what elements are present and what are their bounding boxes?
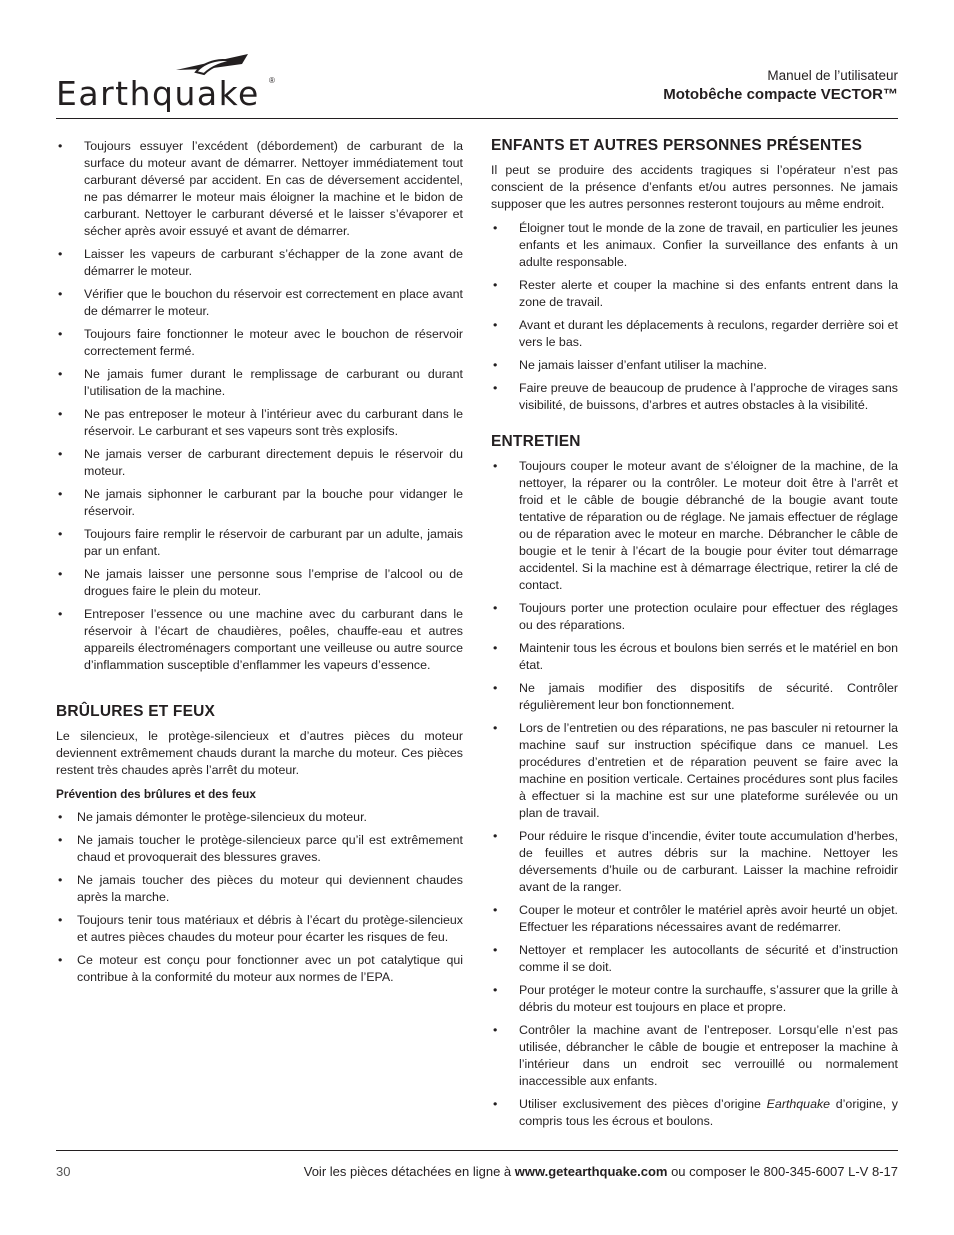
burns-intro: Le silencieux, le protège-silencieux et d’autres pièces du moteur deviennent extrêmement chauds durant la marche du moteur. Ces pièces restent très chaudes après l’arrêt du moteur. <box>56 729 463 777</box>
list-item: • Couper le moteur et contrôler le matériel après avoir heurté un objet. Effectuer les réparations nécessaires avant de redémarrer. <box>491 902 898 936</box>
list-item: • Toujours porter une protection oculaire pour effectuer des réglages ou des réparations. <box>491 600 898 634</box>
children-heading: ENFANTS ET AUTRES PERSONNES PRÉSENTES <box>491 137 863 154</box>
maintenance-list-final <box>491 1096 898 1130</box>
list-item: • Vérifier que le bouchon du réservoir est correctement en place avant de démarrer le moteur. <box>56 286 463 320</box>
maintenance-list <box>491 458 898 1090</box>
children-safety-list <box>491 220 898 414</box>
list-item: • Éloigner tout le monde de la zone de travail, en particulier les jeunes enfants et les animaux. Confier la surveillance des enfants à un adulte responsable. <box>491 220 898 271</box>
item-text: d’origine, y compris tous les écrous et boulons. <box>519 1097 898 1128</box>
footer-text-before: Voir les pièces détachées en ligne à <box>303 1164 515 1179</box>
logo-text: Earthquake <box>56 74 260 113</box>
burns-heading: BRÛLURES ET FEUX <box>56 703 216 720</box>
list-item: • Rester alerte et couper la machine si des enfants entrent dans la zone de travail. <box>491 277 898 311</box>
right-column <box>491 136 898 1136</box>
list-item: • Ne jamais siphonner le carburant par la bouche pour vidanger le réservoir. <box>56 486 463 520</box>
item-text: Utiliser exclusivement des pièces d’origine <box>519 1097 767 1111</box>
header-document-info <box>663 67 898 105</box>
list-item: • Laisser les vapeurs de carburant s’échapper de la zone avant de démarrer le moteur. <box>56 246 463 280</box>
manual-subtitle: Manuel de l’utilisateur <box>767 68 898 83</box>
maintenance-heading: ENTRETIEN <box>491 433 581 450</box>
brand-name: Earthquake <box>766 1097 831 1111</box>
list-item: • Contrôler la machine avant de l’entreposer. Lorsqu’elle n’est pas utilisée, débrancher le câble de bougie et entreposer la machine à l’intérieur dans un endroit sec verrouillé ou normalement inaccessible aux enfants. <box>491 1022 898 1090</box>
page-number: 30 <box>56 1164 71 1179</box>
list-item: • Toujours couper le moteur avant de s’éloigner de la machine, de la nettoyer, la réparer ou la contrôler. Le moteur doit être à l’arrêt et froid et le câble de bougie débranché de la bougie avant toute tentative de réparation ou de réglage. Ne jamais effectuer de réglage ou de réparation avec le moteur en marche. Débrancher le câble de bougie et le tenir à l’écart de la bougie pour éviter tout démarrage accidentel. Si la machine est à démarrage électrique, retirer la clé de contact. <box>491 458 898 594</box>
list-item: • Entreposer l’essence ou une machine avec du carburant dans le réservoir à l’écart de chaudières, poêles, chauffe-eau et autres appareils électroménagers comportant une veilleuse ou autre source d’inflammation susceptible d’enflammer les vapeurs d’essence. <box>56 606 463 674</box>
list-item: • Ne jamais laisser une personne sous l’emprise de l’alcool ou de drogues faire le plein du moteur. <box>56 566 463 600</box>
logo-registered-mark: ® <box>269 76 275 85</box>
website-link[interactable]: www.getearthquake.com <box>514 1164 668 1179</box>
fuel-safety-list <box>56 138 463 674</box>
list-item: • Nettoyer et remplacer les autocollants de sécurité et d’instruction comme il se doit. <box>491 942 898 976</box>
children-intro: Il peut se produire des accidents tragiques si l’opérateur n’est pas conscient de la présence d’enfants et/ou autres personnes. Ne jamais supposer que les autres personnes resteront toujours au même endroit. <box>491 163 898 211</box>
list-item: • Toujours essuyer l’excédent (débordement) de carburant de la surface du moteur avant de démarrer. Nettoyer immédiatement tout carburant déversé par accident. En cas de déversement accidentel, ne pas démarrer le moteur mais éloigner la machine et le bidon de carburant. Nettoyer le carburant déversé et le laisser s’évaporer et sécher après avoir essuyé et avant de démarrer. <box>56 138 463 240</box>
list-item: • Pour réduire le risque d’incendie, éviter toute accumulation d’herbes, de feuilles et autres débris sur la machine. Nettoyer les déversements d’huile ou de carburant. Laisser la machine refroidir avant de la ranger. <box>491 828 898 896</box>
list-item <box>491 1096 898 1130</box>
list-item: • Pour protéger le moteur contre la surchauffe, s’assurer que la grille à débris du moteur est toujours en place et propre. <box>491 982 898 1016</box>
list-item: • Ne jamais toucher des pièces du moteur qui deviennent chaudes après la marche. <box>56 872 463 906</box>
left-column <box>56 138 463 992</box>
list-item: • Avant et durant les déplacements à reculons, regarder derrière soi et vers le bas. <box>491 317 898 351</box>
list-item: • Ne jamais modifier des dispositifs de sécurité. Contrôler régulièrement leur bon fonctionnement. <box>491 680 898 714</box>
footer-contact <box>304 1164 898 1179</box>
list-item: • Ne jamais verser de carburant directement depuis le réservoir du moteur. <box>56 446 463 480</box>
list-item: • Ne jamais fumer durant le remplissage de carburant ou durant l’utilisation de la machine. <box>56 366 463 400</box>
list-item: • Ne jamais laisser d’enfant utiliser la machine. <box>491 357 898 374</box>
footer-divider <box>56 1150 898 1151</box>
page-header <box>56 52 898 118</box>
burns-subheading: Prévention des brûlures et des feux <box>56 787 256 801</box>
list-item: • Ne pas entreposer le moteur à l’intérieur avec du carburant dans le réservoir. Le carburant et ses vapeurs sont très explosifs. <box>56 406 463 440</box>
list-item: • Ce moteur est conçu pour fonctionner avec un pot catalytique qui contribue à la conformité du moteur aux normes de l’EPA. <box>56 952 463 986</box>
list-item: • Ne jamais démonter le protège-silencieux du moteur. <box>56 809 463 826</box>
product-title: Motobêche compacte VECTOR™ <box>663 86 898 103</box>
footer-text-after: ou composer le 800-345-6007 L-V 8-17 <box>667 1164 898 1179</box>
list-item: • Toujours faire fonctionner le moteur avec le bouchon de réservoir correctement fermé. <box>56 326 463 360</box>
list-item: • Faire preuve de beaucoup de prudence à l’approche de virages sans visibilité, de buissons, d’arbres et autres obstacles à la visibilité. <box>491 380 898 414</box>
list-item: • Toujours tenir tous matériaux et débris à l’écart du protège-silencieux et autres pièces chaudes du moteur pour écarter les risques de feu. <box>56 912 463 946</box>
list-item: • Maintenir tous les écrous et boulons bien serrés et le matériel en bon état. <box>491 640 898 674</box>
header-divider <box>56 118 898 119</box>
earthquake-logo <box>56 52 281 118</box>
burns-prevention-list <box>56 809 463 986</box>
list-item: • Toujours faire remplir le réservoir de carburant par un adulte, jamais par un enfant. <box>56 526 463 560</box>
list-item: • Ne jamais toucher le protège-silencieux parce qu’il est extrêmement chaud et provoquerait des blessures graves. <box>56 832 463 866</box>
list-item: • Lors de l’entretien ou des réparations, ne pas basculer ni retourner la machine sauf sur instruction spécifique dans ce manuel. Les procédures d’entretien et de réparation peuvent se faire avec la machine en position verticale. Certaines procédures sont plus faciles à effectuer si la machine est sur une plateforme surélevée ou un plan de travail. <box>491 720 898 822</box>
